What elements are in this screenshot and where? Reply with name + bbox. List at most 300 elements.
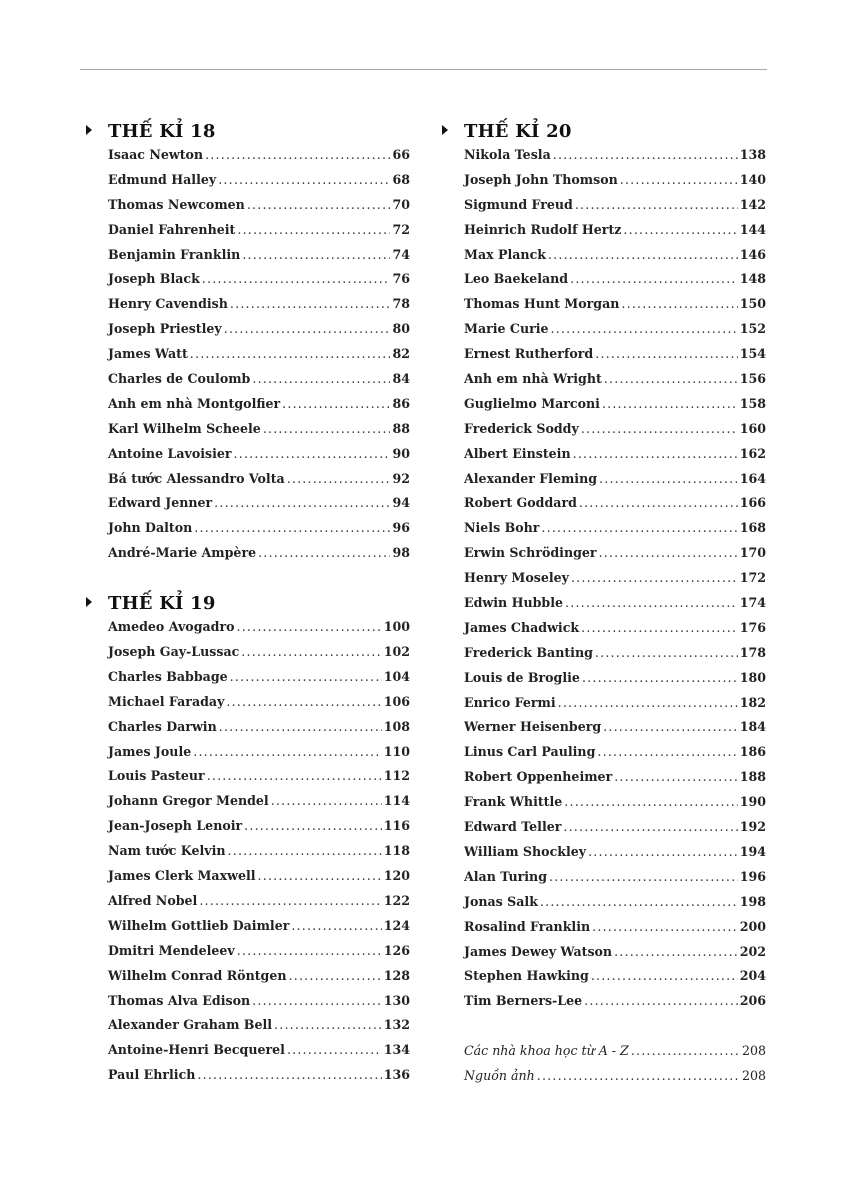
dot-leader xyxy=(241,644,381,659)
dot-leader xyxy=(558,695,738,710)
dot-leader xyxy=(563,819,737,834)
entry-name: Stephen Hawking xyxy=(464,968,589,984)
entry-page-number: 194 xyxy=(739,843,766,859)
entry-name: Jonas Salk xyxy=(464,893,538,909)
entry-name: Dmitri Mendeleev xyxy=(108,942,235,958)
entry-page-number: 142 xyxy=(739,196,766,212)
entry-name: Niels Bohr xyxy=(464,520,540,536)
entry-page-number: 82 xyxy=(392,346,410,362)
entry-name: Robert Goddard xyxy=(464,495,577,511)
entry-name: Linus Carl Pauling xyxy=(464,744,596,760)
toc-entry[interactable] xyxy=(108,321,410,346)
dot-leader xyxy=(614,769,738,784)
entry-page-number: 90 xyxy=(392,445,410,461)
toc-entry[interactable] xyxy=(464,844,766,869)
entry-page-number: 202 xyxy=(739,943,766,959)
dot-leader xyxy=(193,744,381,759)
toc-entry[interactable] xyxy=(464,695,766,720)
dot-leader xyxy=(579,495,738,510)
entry-name: Joseph John Thomson xyxy=(464,171,618,187)
entry-name: Louis de Broglie xyxy=(464,669,580,685)
toc-entry[interactable] xyxy=(108,818,410,843)
entry-list xyxy=(464,147,766,1018)
dot-leader xyxy=(242,247,390,262)
appendix-entry[interactable] xyxy=(464,1043,766,1068)
entry-name: Frank Whittle xyxy=(464,794,563,810)
entry-page-number: 76 xyxy=(392,271,410,287)
entry-page-number: 80 xyxy=(392,321,410,337)
entry-name: Amedeo Avogadro xyxy=(108,619,235,635)
toc-entry[interactable] xyxy=(464,197,766,222)
entry-name: Louis Pasteur xyxy=(108,768,205,784)
entry-page-number: 152 xyxy=(739,321,766,337)
toc-entry[interactable] xyxy=(108,545,410,570)
entry-page-number: 200 xyxy=(739,918,766,934)
toc-entry[interactable] xyxy=(464,222,766,247)
dot-leader xyxy=(194,520,390,535)
dot-leader xyxy=(604,371,738,386)
toc-entry[interactable] xyxy=(108,396,410,421)
toc-entry[interactable] xyxy=(464,147,766,172)
entry-name: Max Planck xyxy=(464,246,546,262)
section-18th-century xyxy=(108,117,410,570)
entry-page-number: 190 xyxy=(739,794,766,810)
entry-name: James Chadwick xyxy=(464,619,580,635)
dot-leader xyxy=(565,595,738,610)
dot-leader xyxy=(289,968,382,983)
toc-entry[interactable] xyxy=(108,147,410,172)
dot-leader xyxy=(224,321,391,336)
dot-leader xyxy=(205,147,390,162)
entry-name: Joseph Black xyxy=(108,271,200,287)
entry-page-number: 150 xyxy=(739,296,766,312)
spacer xyxy=(464,1018,766,1043)
dot-leader xyxy=(623,222,737,237)
dot-leader xyxy=(287,1042,382,1057)
entry-page-number: 70 xyxy=(392,196,410,212)
toc-entry[interactable] xyxy=(464,993,766,1018)
dot-leader xyxy=(541,520,737,535)
entry-page-number: 208 xyxy=(741,1067,766,1083)
toc-entry[interactable] xyxy=(464,396,766,421)
entry-page-number: 124 xyxy=(383,917,410,933)
entry-page-number: 170 xyxy=(739,545,766,561)
toc-entry[interactable] xyxy=(108,644,410,669)
entry-page-number: 96 xyxy=(392,520,410,536)
entry-name: Isaac Newton xyxy=(108,147,204,162)
entry-name: Sigmund Freud xyxy=(464,196,573,212)
entry-name: James Joule xyxy=(108,743,192,759)
toc-entry[interactable] xyxy=(108,471,410,496)
section-heading xyxy=(108,117,410,147)
dot-leader xyxy=(571,570,738,585)
entry-page-number: 94 xyxy=(392,495,410,511)
toc-entry[interactable] xyxy=(108,669,410,694)
dot-leader xyxy=(548,247,738,262)
toc-entry[interactable] xyxy=(464,296,766,321)
toc-entry[interactable] xyxy=(464,919,766,944)
dot-leader xyxy=(230,669,382,684)
dot-leader xyxy=(540,894,738,909)
dot-leader xyxy=(549,869,738,884)
entry-page-number: 164 xyxy=(739,470,766,486)
toc-entry[interactable] xyxy=(464,271,766,296)
entry-name: Bá tước Alessandro Volta xyxy=(108,470,285,486)
entry-name: Thomas Newcomen xyxy=(108,196,245,212)
dot-leader xyxy=(230,296,391,311)
dot-leader xyxy=(582,670,738,685)
toc-entry[interactable] xyxy=(464,446,766,471)
entry-page-number: 148 xyxy=(739,271,766,287)
entry-page-number: 156 xyxy=(739,371,766,387)
dot-leader xyxy=(190,346,391,361)
toc-entry[interactable] xyxy=(464,520,766,545)
entry-page-number: 182 xyxy=(739,694,766,710)
dot-leader xyxy=(247,197,391,212)
entry-name: John Dalton xyxy=(108,520,193,536)
entry-page-number: 118 xyxy=(383,843,410,859)
entry-page-number: 116 xyxy=(383,818,410,834)
entry-name: André-Marie Ampère xyxy=(108,545,257,561)
entry-page-number: 192 xyxy=(739,819,766,835)
dot-leader xyxy=(218,172,390,187)
toc-entry[interactable] xyxy=(108,619,410,644)
entry-page-number: 184 xyxy=(739,719,766,735)
entry-name: Leo Baekeland xyxy=(464,271,569,287)
toc-entry[interactable] xyxy=(464,894,766,919)
entry-name: Werner Heisenberg xyxy=(464,719,602,735)
toc-entry[interactable] xyxy=(464,421,766,446)
entry-page-number: 146 xyxy=(739,246,766,262)
entry-page-number: 92 xyxy=(392,470,410,486)
entry-name: Thomas Alva Edison xyxy=(108,992,251,1008)
triangle-right-icon xyxy=(86,125,92,135)
entry-name: Antoine-Henri Becquerel xyxy=(108,1042,285,1058)
entry-page-number: 112 xyxy=(383,768,410,784)
top-rule xyxy=(80,69,767,70)
entry-name: Nam tước Kelvin xyxy=(108,843,226,859)
triangle-right-icon xyxy=(442,125,448,135)
dot-leader xyxy=(214,495,390,510)
dot-leader xyxy=(197,1067,381,1082)
entry-page-number: 174 xyxy=(739,595,766,611)
dot-leader xyxy=(287,471,391,486)
toc-entry[interactable] xyxy=(108,843,410,868)
toc-entry[interactable] xyxy=(108,247,410,272)
dot-leader xyxy=(602,396,738,411)
entry-page-number: 120 xyxy=(383,868,410,884)
entry-name: Thomas Hunt Morgan xyxy=(464,296,620,312)
toc-entry[interactable] xyxy=(108,1017,410,1042)
entry-page-number: 78 xyxy=(392,296,410,312)
entry-name: Paul Ehrlich xyxy=(108,1067,196,1083)
entry-page-number: 74 xyxy=(392,246,410,262)
entry-page-number: 166 xyxy=(739,495,766,511)
dot-leader xyxy=(258,545,390,560)
dot-leader xyxy=(573,446,738,461)
entry-page-number: 102 xyxy=(383,644,410,660)
toc-entry[interactable] xyxy=(464,944,766,969)
dot-leader xyxy=(631,1043,740,1058)
toc-entry[interactable] xyxy=(108,446,410,471)
dot-leader xyxy=(603,719,738,734)
toc-entry[interactable] xyxy=(108,421,410,446)
toc-entry[interactable] xyxy=(108,719,410,744)
toc-entry[interactable] xyxy=(464,346,766,371)
entry-name: Robert Oppenheimer xyxy=(464,769,613,785)
dot-leader xyxy=(599,545,738,560)
toc-entry[interactable] xyxy=(108,371,410,396)
right-column xyxy=(464,117,766,1093)
dot-leader xyxy=(282,396,390,411)
entry-name: Edward Teller xyxy=(464,819,562,835)
toc-entry[interactable] xyxy=(108,744,410,769)
entry-name: Marie Curie xyxy=(464,321,549,337)
toc-entry[interactable] xyxy=(108,222,410,247)
dot-leader xyxy=(621,296,737,311)
entry-page-number: 198 xyxy=(739,893,766,909)
dot-leader xyxy=(599,471,738,486)
entry-name: Anh em nhà Montgolfier xyxy=(108,395,281,411)
toc-entry[interactable] xyxy=(464,719,766,744)
toc-entry[interactable] xyxy=(108,172,410,197)
entry-name: Charles Darwin xyxy=(108,718,217,734)
entry-name: Edmund Halley xyxy=(108,171,217,187)
toc-entry[interactable] xyxy=(464,744,766,769)
entry-page-number: 204 xyxy=(739,968,766,984)
dot-leader xyxy=(553,147,738,162)
entry-name: Guglielmo Marconi xyxy=(464,395,600,411)
toc-entry[interactable] xyxy=(464,794,766,819)
toc-entry[interactable] xyxy=(464,819,766,844)
entry-page-number: 68 xyxy=(392,171,410,187)
entry-page-number: 132 xyxy=(383,1017,410,1033)
entry-page-number: 126 xyxy=(383,942,410,958)
entry-name: Charles de Coulomb xyxy=(108,371,251,387)
entry-page-number: 114 xyxy=(383,793,410,809)
entry-list xyxy=(108,147,410,570)
entry-page-number: 72 xyxy=(392,221,410,237)
dot-leader xyxy=(199,893,381,908)
toc-entry[interactable] xyxy=(464,495,766,520)
toc-entry[interactable] xyxy=(108,1042,410,1067)
entry-page-number: 188 xyxy=(739,769,766,785)
entry-name: Heinrich Rudolf Hertz xyxy=(464,221,622,237)
dot-leader xyxy=(263,421,391,436)
toc-entry[interactable] xyxy=(464,247,766,272)
dot-leader xyxy=(597,744,737,759)
dot-leader xyxy=(274,1017,382,1032)
entry-page-number: 162 xyxy=(739,445,766,461)
dot-leader xyxy=(228,843,382,858)
entry-page-number: 88 xyxy=(392,420,410,436)
toc-entry[interactable] xyxy=(464,471,766,496)
entry-page-number: 66 xyxy=(392,147,410,162)
entry-page-number: 104 xyxy=(383,668,410,684)
toc-entry[interactable] xyxy=(464,769,766,794)
appendix-list xyxy=(464,1043,766,1093)
entry-list xyxy=(108,619,410,1092)
dot-leader xyxy=(592,919,738,934)
toc-entry[interactable] xyxy=(108,968,410,993)
entry-name: Henry Moseley xyxy=(464,570,569,586)
entry-page-number: 140 xyxy=(739,171,766,187)
entry-page-number: 178 xyxy=(739,644,766,660)
toc-entry[interactable] xyxy=(108,694,410,719)
dot-leader xyxy=(581,620,738,635)
entry-page-number: 138 xyxy=(739,147,766,162)
entry-page-number: 158 xyxy=(739,395,766,411)
dot-leader xyxy=(584,993,738,1008)
dot-leader xyxy=(291,918,381,933)
entry-name: Daniel Fahrenheit xyxy=(108,221,236,237)
section-heading xyxy=(464,117,766,147)
entry-page-number: 122 xyxy=(383,892,410,908)
entry-name: Edward Jenner xyxy=(108,495,213,511)
toc-entry[interactable] xyxy=(108,868,410,893)
dot-leader xyxy=(575,197,738,212)
entry-name: James Clerk Maxwell xyxy=(108,868,256,884)
toc-entry[interactable] xyxy=(464,321,766,346)
toc-entry[interactable] xyxy=(464,645,766,670)
entry-name: Michael Faraday xyxy=(108,693,225,709)
entry-page-number: 110 xyxy=(383,743,410,759)
entry-name: William Shockley xyxy=(464,843,587,859)
dot-leader xyxy=(570,271,738,286)
dot-leader xyxy=(237,943,382,958)
toc-entry[interactable] xyxy=(108,918,410,943)
toc-entry[interactable] xyxy=(108,1067,410,1092)
toc-entry[interactable] xyxy=(108,197,410,222)
toc-entry[interactable] xyxy=(108,993,410,1018)
toc-entry[interactable] xyxy=(464,570,766,595)
triangle-right-icon xyxy=(86,597,92,607)
dot-leader xyxy=(564,794,737,809)
entry-name: Alexander Graham Bell xyxy=(108,1017,273,1033)
entry-page-number: 108 xyxy=(383,718,410,734)
toc-entry[interactable] xyxy=(108,520,410,545)
toc-entry[interactable] xyxy=(108,943,410,968)
toc-entry[interactable] xyxy=(108,346,410,371)
entry-page-number: 136 xyxy=(383,1067,410,1083)
toc-entry[interactable] xyxy=(108,893,410,918)
entry-name: Benjamin Franklin xyxy=(108,246,241,262)
entry-page-number: 186 xyxy=(739,744,766,760)
toc-entry[interactable] xyxy=(464,620,766,645)
dot-leader xyxy=(595,346,738,361)
entry-page-number: 160 xyxy=(739,420,766,436)
entry-name: Ernest Rutherford xyxy=(464,346,594,362)
entry-name: Wilhelm Conrad Röntgen xyxy=(108,967,287,983)
dot-leader xyxy=(234,446,391,461)
entry-name: Nikola Tesla xyxy=(464,147,551,162)
entry-name: Frederick Banting xyxy=(464,644,593,660)
section-title: THẾ KỈ 19 xyxy=(108,593,216,615)
entry-name: Alan Turing xyxy=(464,868,548,884)
entry-page-number: 134 xyxy=(383,1042,410,1058)
entry-name: Joseph Priestley xyxy=(108,321,222,337)
dot-leader xyxy=(551,321,738,336)
entry-page-number: 208 xyxy=(741,1043,766,1059)
toc-entry[interactable] xyxy=(108,495,410,520)
toc-entry[interactable] xyxy=(464,670,766,695)
dot-leader xyxy=(226,694,381,709)
entry-page-number: 84 xyxy=(392,371,410,387)
entry-name: Tim Berners-Lee xyxy=(464,993,583,1009)
entry-name: Antoine Lavoisier xyxy=(108,445,232,461)
entry-name: Erwin Schrödinger xyxy=(464,545,597,561)
dot-leader xyxy=(252,371,390,386)
entry-name: Alfred Nobel xyxy=(108,892,198,908)
dot-leader xyxy=(252,993,382,1008)
entry-page-number: 144 xyxy=(739,221,766,237)
entry-name: James Watt xyxy=(108,346,188,362)
toc-entry[interactable] xyxy=(464,371,766,396)
toc-entry[interactable] xyxy=(108,793,410,818)
entry-page-number: 106 xyxy=(383,693,410,709)
entry-name: Anh em nhà Wright xyxy=(464,371,602,387)
dot-leader xyxy=(537,1068,740,1083)
toc-entry[interactable] xyxy=(108,296,410,321)
section-heading xyxy=(108,589,410,619)
dot-leader xyxy=(620,172,738,187)
entry-page-number: 206 xyxy=(739,993,766,1009)
toc-entry[interactable] xyxy=(464,869,766,894)
entry-name: Charles Babbage xyxy=(108,668,228,684)
entry-name: Johann Gregor Mendel xyxy=(108,793,269,809)
entry-name: Alexander Fleming xyxy=(464,470,598,486)
entry-page-number: 130 xyxy=(383,992,410,1008)
entry-page-number: 196 xyxy=(739,868,766,884)
toc-entry[interactable] xyxy=(108,768,410,793)
dot-leader xyxy=(237,222,390,237)
dot-leader xyxy=(258,868,382,883)
section-20th-century xyxy=(464,117,766,1018)
dot-leader xyxy=(614,944,738,959)
entry-page-number: 98 xyxy=(392,545,410,561)
entry-name: Henry Cavendish xyxy=(108,296,228,312)
dot-leader xyxy=(271,793,382,808)
dot-leader xyxy=(207,768,382,783)
entry-name: Jean-Joseph Lenoir xyxy=(108,818,243,834)
entry-name: Edwin Hubble xyxy=(464,595,564,611)
toc-entry[interactable] xyxy=(464,595,766,620)
entry-page-number: 168 xyxy=(739,520,766,536)
toc-entry[interactable] xyxy=(464,545,766,570)
section-19th-century xyxy=(108,589,410,1092)
toc-entry[interactable] xyxy=(108,271,410,296)
entry-name: Các nhà khoa học từ A - Z xyxy=(464,1043,629,1059)
entry-name: Frederick Soddy xyxy=(464,420,579,436)
entry-page-number: 100 xyxy=(383,619,410,635)
left-column xyxy=(108,117,410,1092)
toc-entry[interactable] xyxy=(464,968,766,993)
dot-leader xyxy=(219,719,382,734)
dot-leader xyxy=(595,645,738,660)
entry-name: Karl Wilhelm Scheele xyxy=(108,420,261,436)
dot-leader xyxy=(581,421,738,436)
dot-leader xyxy=(202,271,391,286)
entry-name: James Dewey Watson xyxy=(464,943,613,959)
entry-name: Wilhelm Gottlieb Daimler xyxy=(108,917,290,933)
entry-page-number: 154 xyxy=(739,346,766,362)
entry-page-number: 128 xyxy=(383,967,410,983)
section-title: THẾ KỈ 20 xyxy=(464,121,572,142)
appendix-entry[interactable] xyxy=(464,1068,766,1093)
section-title: THẾ KỈ 18 xyxy=(108,121,216,142)
toc-entry[interactable] xyxy=(464,172,766,197)
entry-name: Albert Einstein xyxy=(464,445,571,461)
